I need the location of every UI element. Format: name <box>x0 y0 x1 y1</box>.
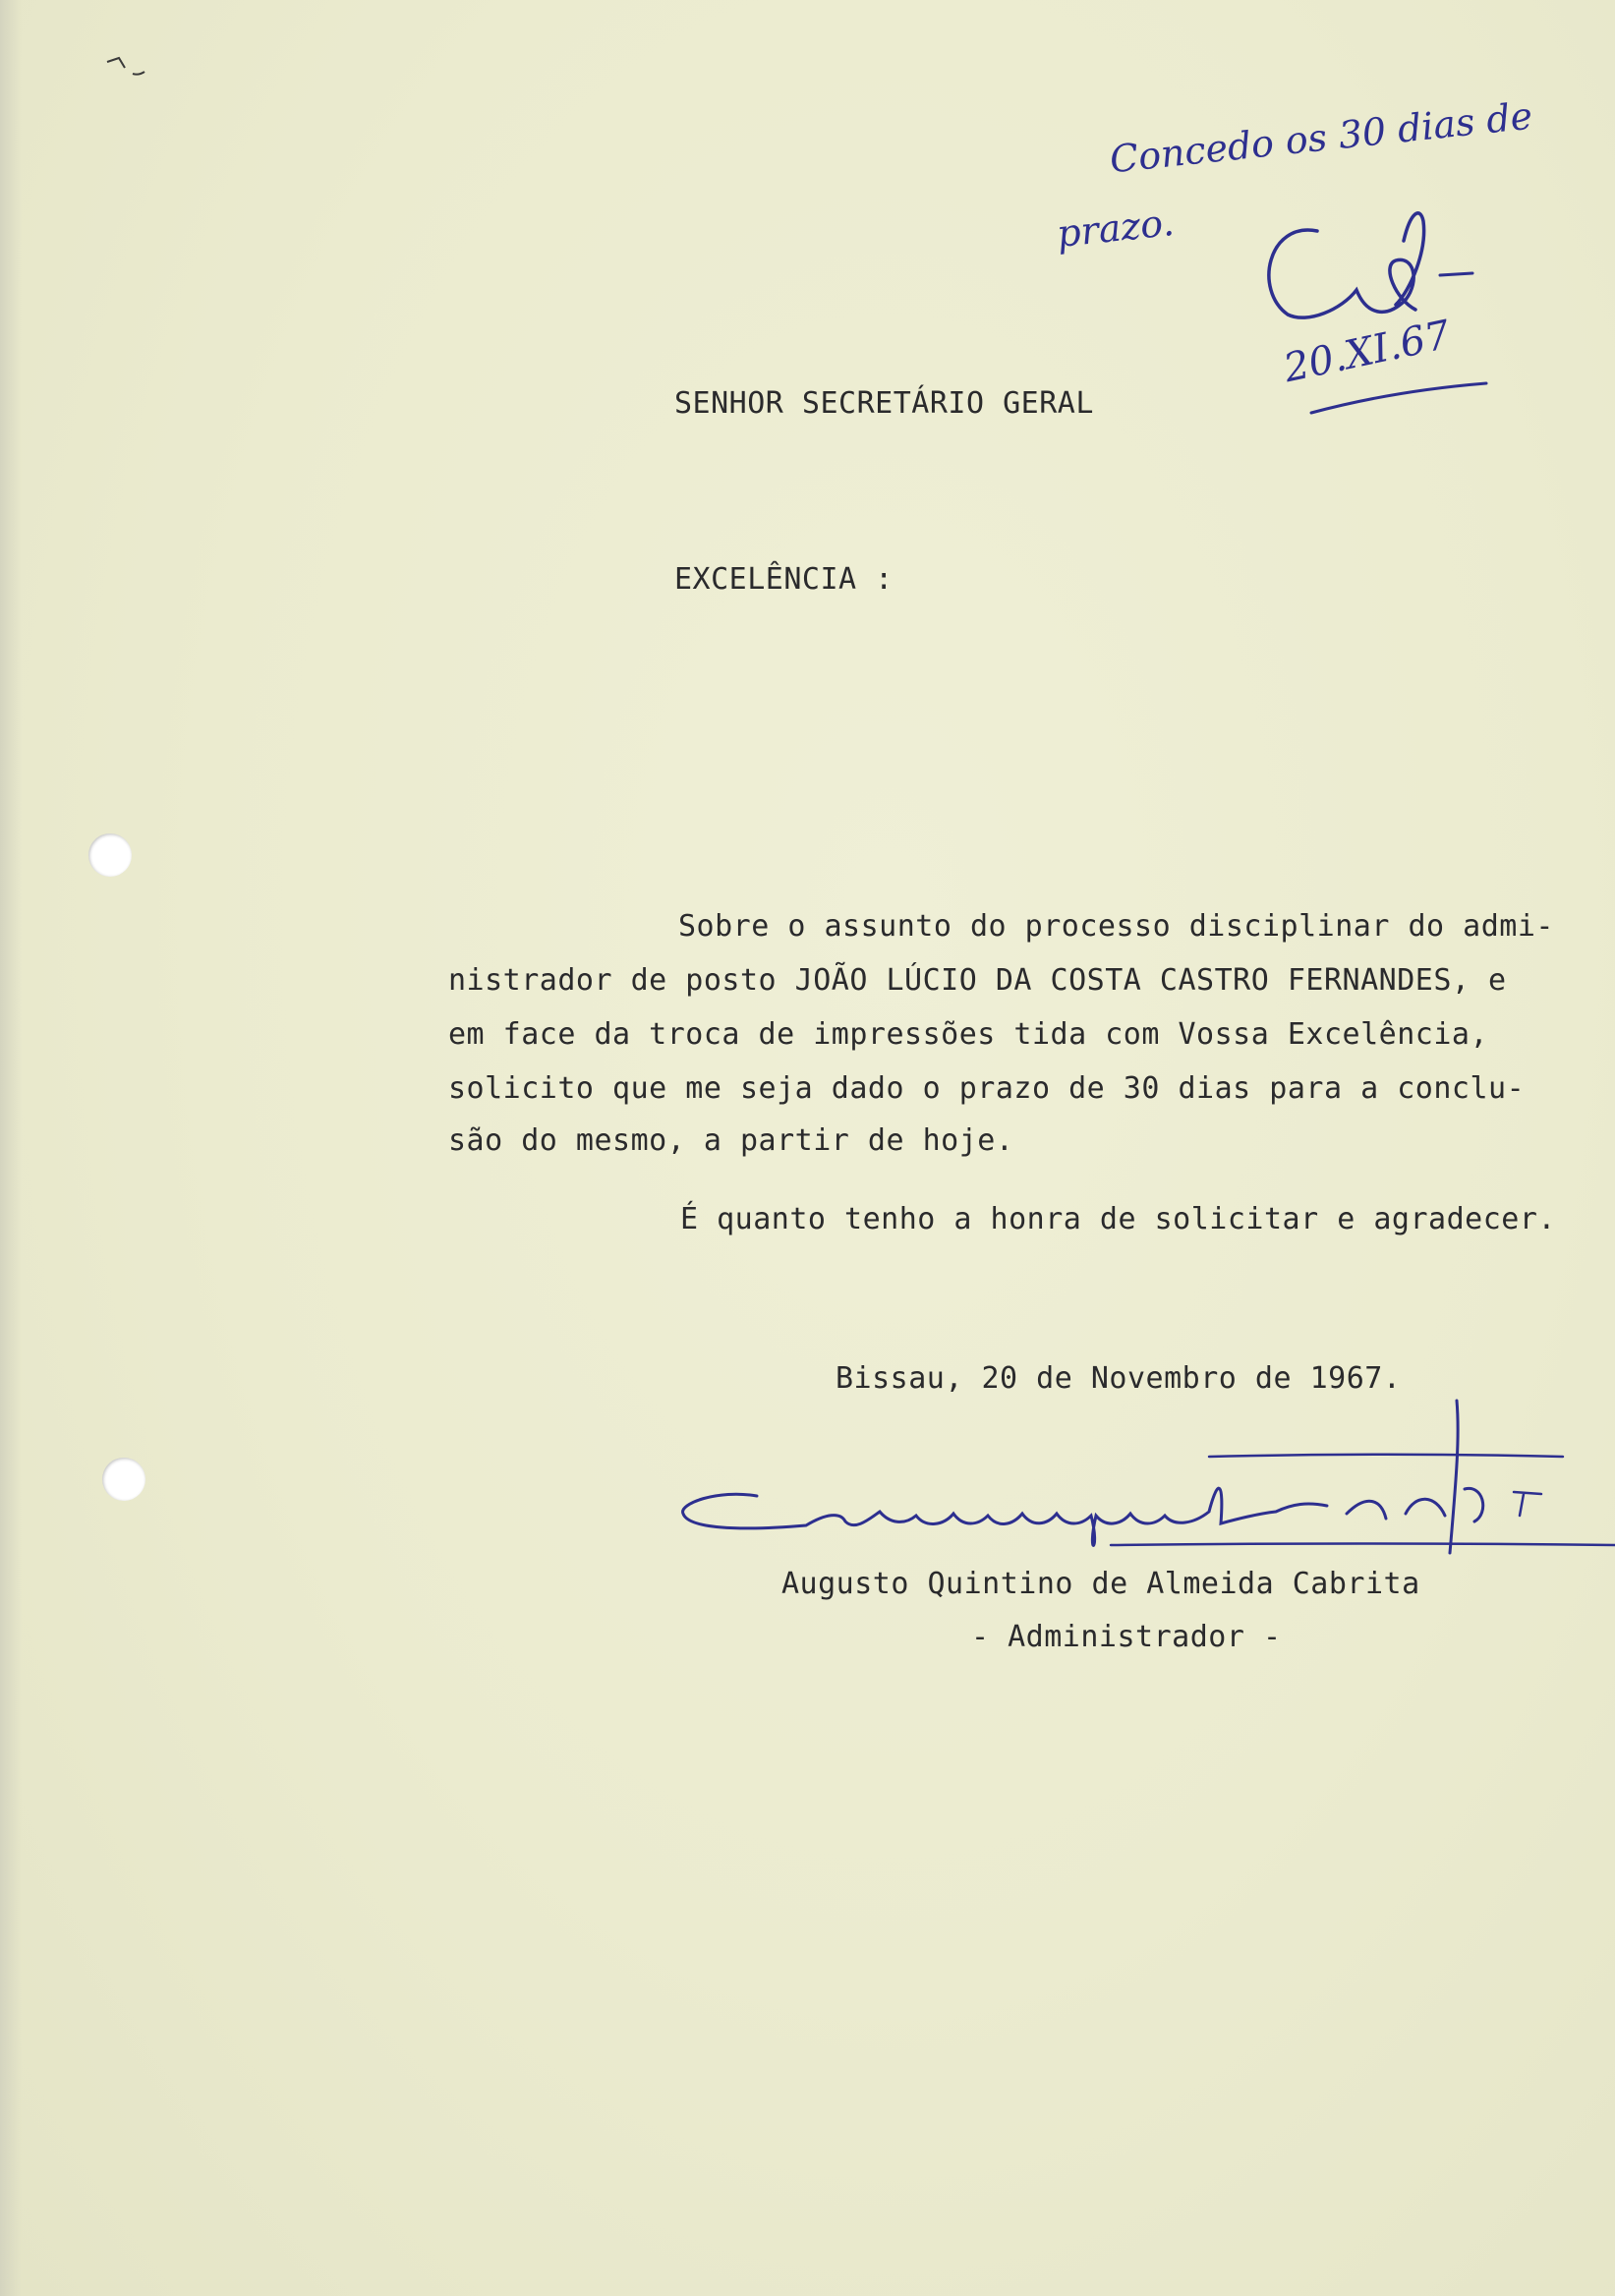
signatory-title: - Administrador - <box>971 1620 1282 1654</box>
annotation-line-2: prazo. <box>1055 200 1177 257</box>
date-line: Bissau, 20 de Novembro de 1967. <box>836 1361 1402 1396</box>
addressee: SENHOR SECRETÁRIO GERAL <box>674 386 1094 421</box>
annotation-line-1: Concedo os 30 dias de <box>1107 93 1535 182</box>
body-line-5: são do mesmo, a partir de hoje. <box>448 1123 1014 1158</box>
punch-hole-bottom <box>102 1458 145 1501</box>
body-line-1: Sobre o assunto do processo disciplinar do admi- <box>678 909 1554 944</box>
signature-scribble <box>659 1396 1615 1573</box>
body-line-3: em face da troca de impressões tida com Vossa Excelência, <box>448 1017 1489 1052</box>
signatory-name: Augusto Quintino de Almeida Cabrita <box>781 1567 1420 1601</box>
annotation-date: 20.XI.67 <box>1280 312 1455 392</box>
paper-edge-shadow <box>0 0 22 2296</box>
closing-line: É quanto tenho a honra de solicitar e agradecer. <box>680 1202 1556 1236</box>
annotation-date-underline <box>1307 373 1494 423</box>
corner-mark <box>103 54 172 93</box>
salutation: EXCELÊNCIA : <box>674 562 894 597</box>
body-line-2: nistrador de posto JOÃO LÚCIO DA COSTA CASTRO FERNANDES, e <box>448 963 1507 998</box>
punch-hole-top <box>88 833 132 877</box>
body-line-4: solicito que me seja dado o prazo de 30 dias para a conclu- <box>448 1071 1526 1106</box>
